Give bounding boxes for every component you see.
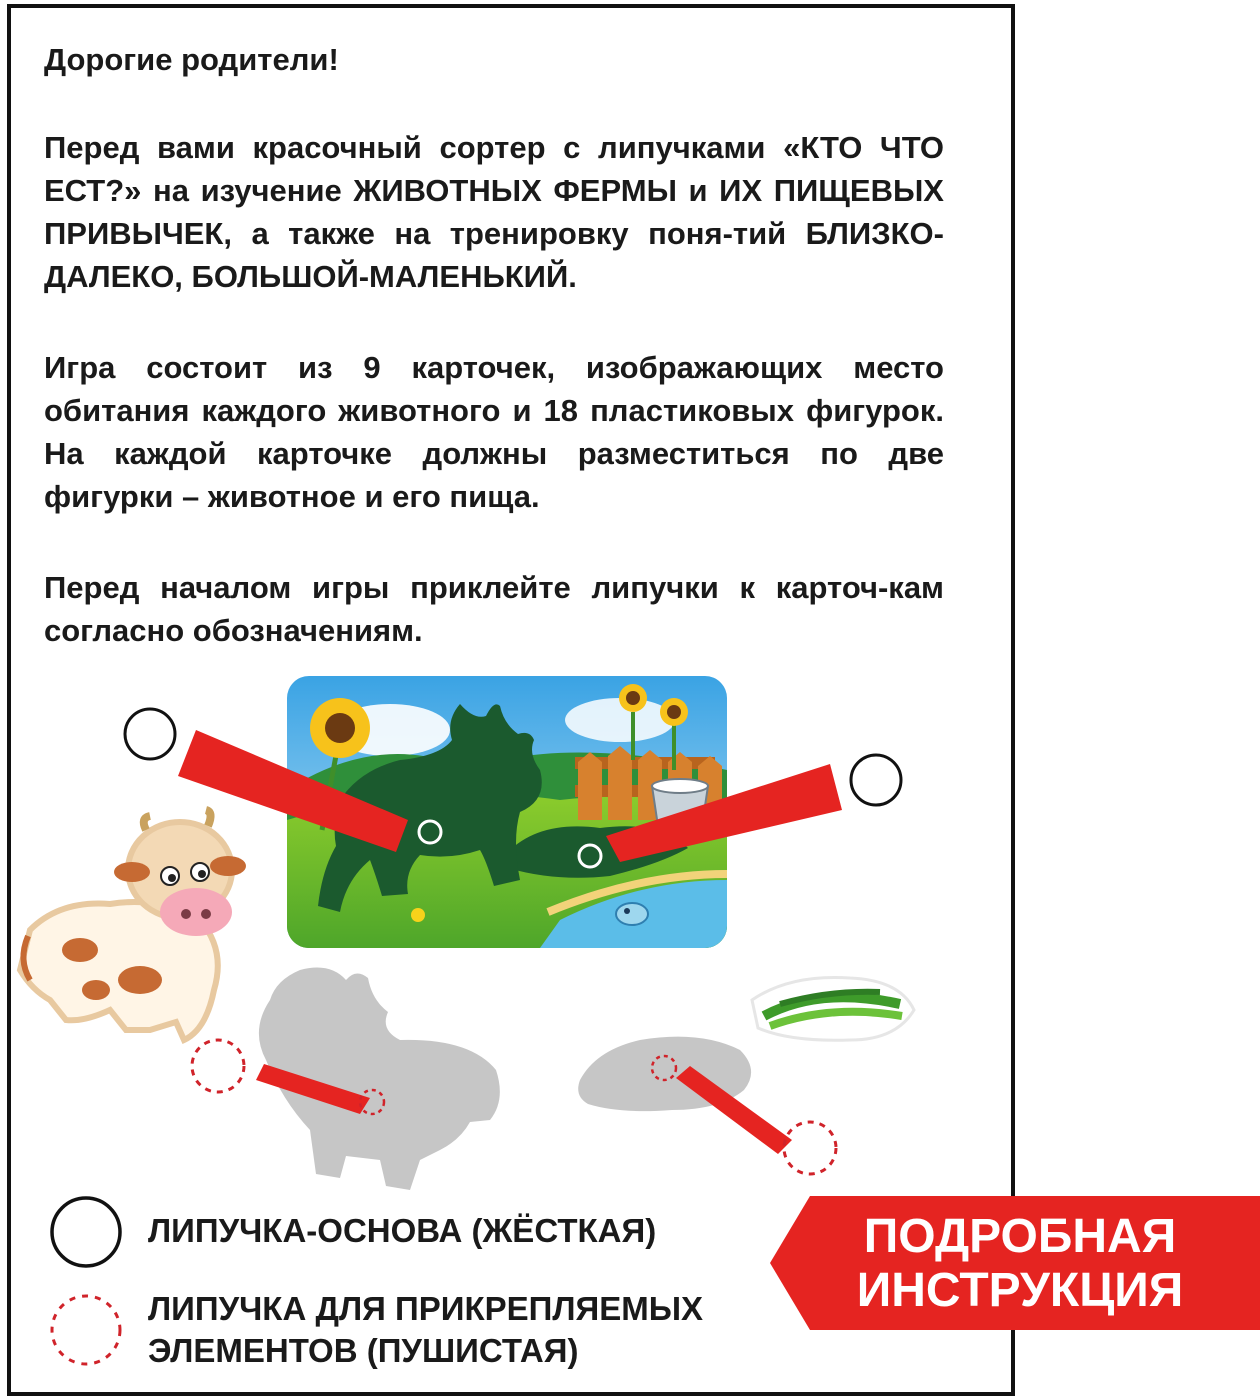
- intro-paragraph: Перед вами красочный сортер с липучками «КТО ЧТО ЕСТ?» на изучение ЖИВОТНЫХ ФЕРМЫ и ИХ ПИЩЕВЫХ ПРИВЫЧЕК, а также на тренировку поня-тий БЛИЗКО-ДАЛЕКО, БОЛЬШОЙ-МАЛЕНЬКИЙ.: [44, 130, 944, 294]
- contents-paragraph: Игра состоит из 9 карточек, изображающих место обитания каждого животного и 18 пластиковых фигурок. На каждой карточке должны разместиться по две фигурки – животное и его пища.: [44, 350, 944, 514]
- setup-paragraph: Перед началом игры приклейте липучки к карточ-кам согласно обозначениям.: [44, 570, 944, 648]
- legend-hard-label: ЛИПУЧКА-ОСНОВА (ЖЁСТКАЯ): [148, 1212, 657, 1249]
- banner-line2: ИНСТРУКЦИЯ: [856, 1264, 1184, 1317]
- flower-icon: [411, 908, 425, 922]
- banner-title: [790, 1210, 1250, 1318]
- legend-soft-velcro-icon: [52, 1296, 120, 1364]
- hay-figure-icon: [752, 977, 914, 1040]
- legend-soft-label-line2: ЭЛЕМЕНТОВ (ПУШИСТАЯ): [148, 1332, 579, 1369]
- cow-figure-icon: [20, 810, 246, 1040]
- legend-soft-label-line1: ЛИПУЧКА ДЛЯ ПРИКРЕПЛЯЕМЫХ: [148, 1290, 704, 1327]
- banner-line1: ПОДРОБНАЯ: [863, 1210, 1177, 1263]
- hard-velcro-icon: [125, 709, 175, 759]
- legend-hard-velcro-icon: [52, 1198, 120, 1266]
- soft-velcro-icon: [784, 1122, 836, 1174]
- soft-velcro-icon: [192, 1040, 244, 1092]
- hard-velcro-icon: [851, 755, 901, 805]
- fish-icon: [616, 903, 648, 925]
- greeting: Дорогие родители!: [44, 42, 339, 77]
